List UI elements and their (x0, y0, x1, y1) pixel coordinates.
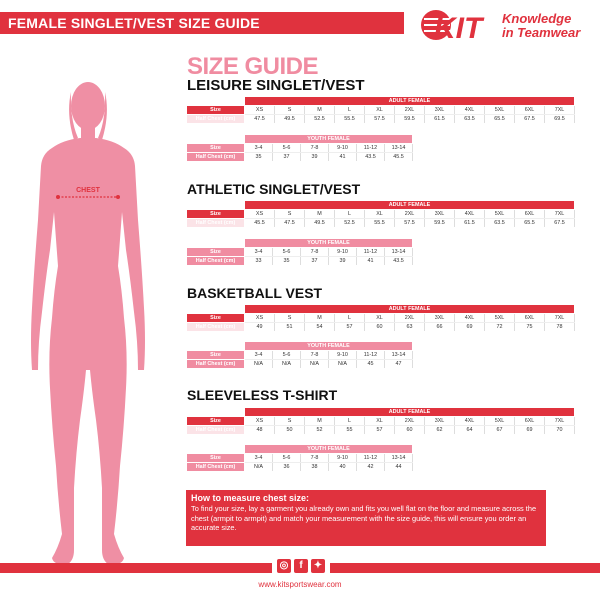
half-chest-cell: N/A (273, 360, 301, 369)
half-chest-cell: 63.5 (455, 115, 485, 124)
size-cell: L (335, 210, 365, 219)
half-chest-cell: N/A (329, 360, 357, 369)
adult-group-label: ADULT FEMALE (245, 201, 575, 210)
kit-logo (420, 8, 592, 46)
half-chest-cell: 72 (485, 323, 515, 332)
section-title: LEISURE SINGLET/VEST (187, 77, 365, 94)
size-cell: XS (245, 106, 275, 115)
size-row-label: Size (187, 106, 245, 115)
half-chest-row (187, 219, 575, 228)
adult-size-table (186, 96, 575, 124)
half-chest-cell: 39 (329, 257, 357, 266)
size-row-label: Size (187, 417, 245, 426)
size-row (187, 106, 575, 115)
size-cell: 11-12 (357, 351, 385, 360)
half-chest-row-label: Half Chest (cm) (187, 463, 245, 472)
youth-group-label: YOUTH FEMALE (245, 135, 413, 144)
size-cell: 2XL (395, 210, 425, 219)
measure-heading: How to measure chest size: (191, 493, 310, 503)
header-spacer (187, 445, 245, 454)
size-cell: 7-8 (301, 248, 329, 257)
logo-mark-text: KIT (434, 12, 483, 44)
section-title: ATHLETIC SINGLET/VEST (187, 181, 361, 197)
size-cell: 9-10 (329, 351, 357, 360)
size-cell: 4XL (455, 417, 485, 426)
half-chest-cell: 61.5 (455, 219, 485, 228)
size-row-label: Size (187, 210, 245, 219)
chest-point-right (116, 195, 120, 199)
size-cell: 6XL (515, 210, 545, 219)
half-chest-row-label: Half Chest (cm) (187, 219, 245, 228)
size-cell: S (275, 417, 305, 426)
size-cell: M (305, 417, 335, 426)
size-cell: XS (245, 210, 275, 219)
half-chest-cell: 60 (395, 426, 425, 435)
half-chest-cell: 52.5 (305, 115, 335, 124)
size-cell: 3XL (425, 417, 455, 426)
half-chest-cell: 67.5 (545, 219, 575, 228)
header-spacer (187, 408, 245, 417)
half-chest-cell: 54 (305, 323, 335, 332)
half-chest-cell: 38 (301, 463, 329, 472)
half-chest-cell: 57 (365, 426, 395, 435)
header-spacer (187, 135, 245, 144)
adult-group-label: ADULT FEMALE (245, 305, 575, 314)
size-cell: 3-4 (245, 351, 273, 360)
instagram-icon[interactable]: ◎ (277, 559, 291, 573)
size-cell: 3XL (425, 210, 455, 219)
half-chest-row-label: Half Chest (cm) (187, 153, 245, 162)
size-cell: 6XL (515, 314, 545, 323)
half-chest-cell: 57.5 (365, 115, 395, 124)
size-cell: 6XL (515, 106, 545, 115)
half-chest-cell: 59.5 (395, 115, 425, 124)
half-chest-cell: 55 (335, 426, 365, 435)
measure-body: To find your size, lay a garment you already own and fits you well flat on the floor and measure across the chest (armpit to armpit) and match your measurement with the size guide, this will ensure you order an accurate size. (191, 504, 537, 533)
size-cell: 9-10 (329, 144, 357, 153)
size-cell: 7XL (545, 417, 575, 426)
half-chest-cell: 47.5 (275, 219, 305, 228)
half-chest-cell: 43.5 (385, 257, 413, 266)
size-cell: 7XL (545, 314, 575, 323)
half-chest-cell: 35 (273, 257, 301, 266)
header-spacer (187, 305, 245, 314)
half-chest-cell: 57 (335, 323, 365, 332)
half-chest-row (187, 115, 575, 124)
size-cell: L (335, 417, 365, 426)
half-chest-cell: 66 (425, 323, 455, 332)
half-chest-cell: 55.5 (365, 219, 395, 228)
size-row (187, 144, 413, 153)
youth-size-table (186, 134, 413, 162)
website-link[interactable]: www.kitsportswear.com (258, 580, 342, 589)
logo-tagline-2: in Teamwear (502, 25, 581, 40)
half-chest-cell: 33 (245, 257, 273, 266)
half-chest-cell: 67.5 (515, 115, 545, 124)
size-cell: 3XL (425, 106, 455, 115)
half-chest-row-label: Half Chest (cm) (187, 426, 245, 435)
half-chest-cell: 55.5 (335, 115, 365, 124)
size-cell: 5XL (485, 106, 515, 115)
size-cell: 6XL (515, 417, 545, 426)
half-chest-row-label: Half Chest (cm) (187, 115, 245, 124)
half-chest-cell: 44 (385, 463, 413, 472)
section-title: SLEEVELESS T-SHIRT (187, 387, 338, 403)
size-cell: L (335, 106, 365, 115)
size-row (187, 210, 575, 219)
size-row-label: Size (187, 454, 245, 463)
size-cell: 4XL (455, 314, 485, 323)
half-chest-row (187, 360, 413, 369)
size-row-label: Size (187, 248, 245, 257)
size-cell: 7XL (545, 106, 575, 115)
size-cell: 4XL (455, 210, 485, 219)
size-cell: L (335, 314, 365, 323)
half-chest-cell: 45.5 (245, 219, 275, 228)
size-cell: 3-4 (245, 454, 273, 463)
header-bar (0, 12, 404, 34)
logo-tagline (502, 12, 580, 40)
size-cell: 13-14 (385, 248, 413, 257)
size-cell: 7-8 (301, 351, 329, 360)
half-chest-cell: 45 (357, 360, 385, 369)
chest-label: CHEST (76, 187, 100, 194)
page-title: FEMALE SINGLET/VEST SIZE GUIDE (8, 15, 260, 31)
size-cell: 5-6 (273, 351, 301, 360)
size-cell: 5XL (485, 417, 515, 426)
half-chest-cell: 51 (275, 323, 305, 332)
half-chest-cell: 63.5 (485, 219, 515, 228)
half-chest-cell: 67 (485, 426, 515, 435)
size-cell: 3XL (425, 314, 455, 323)
half-chest-cell: 70 (545, 426, 575, 435)
size-row (187, 248, 413, 257)
half-chest-cell: 41 (329, 153, 357, 162)
half-chest-row (187, 257, 413, 266)
half-chest-row (187, 463, 413, 472)
size-cell: XS (245, 314, 275, 323)
half-chest-cell: 60 (365, 323, 395, 332)
half-chest-cell: 65.5 (485, 115, 515, 124)
half-chest-cell: 61.5 (425, 115, 455, 124)
section-title: BASKETBALL VEST (187, 285, 323, 301)
half-chest-cell: 39 (301, 153, 329, 162)
size-cell: 7-8 (301, 144, 329, 153)
size-cell: 7XL (545, 210, 575, 219)
logo-tagline-1: Knowledge (502, 11, 572, 26)
half-chest-cell: 37 (273, 153, 301, 162)
size-row-label: Size (187, 144, 245, 153)
youth-group-label: YOUTH FEMALE (245, 445, 413, 454)
adult-size-table (186, 304, 575, 332)
size-cell: S (275, 210, 305, 219)
size-cell: 9-10 (329, 248, 357, 257)
facebook-icon[interactable]: f (294, 559, 308, 573)
youth-size-table (186, 238, 413, 266)
half-chest-cell: 69 (515, 426, 545, 435)
half-chest-row-label: Half Chest (cm) (187, 323, 245, 332)
header-spacer (187, 97, 245, 106)
half-chest-row (187, 426, 575, 435)
size-cell: 13-14 (385, 351, 413, 360)
half-chest-cell: 40 (329, 463, 357, 472)
size-cell: 5XL (485, 210, 515, 219)
size-row-label: Size (187, 314, 245, 323)
size-cell: 7-8 (301, 454, 329, 463)
header-spacer (187, 201, 245, 210)
half-chest-cell: 43.5 (357, 153, 385, 162)
half-chest-cell: 36 (273, 463, 301, 472)
half-chest-cell: 42 (357, 463, 385, 472)
size-cell: 3-4 (245, 144, 273, 153)
size-cell: 5-6 (273, 144, 301, 153)
half-chest-cell: 65.5 (515, 219, 545, 228)
half-chest-cell: 69 (455, 323, 485, 332)
half-chest-cell: 47.5 (245, 115, 275, 124)
half-chest-cell: 52 (305, 426, 335, 435)
size-row (187, 454, 413, 463)
half-chest-cell: 48 (245, 426, 275, 435)
twitter-icon[interactable]: ✦ (311, 559, 325, 573)
size-cell: XL (365, 106, 395, 115)
kit-logo-mark-icon (420, 8, 500, 44)
size-cell: 4XL (455, 106, 485, 115)
size-cell: S (275, 106, 305, 115)
header-spacer (187, 342, 245, 351)
size-row (187, 351, 413, 360)
half-chest-cell: 50 (275, 426, 305, 435)
size-cell: 2XL (395, 417, 425, 426)
size-row (187, 314, 575, 323)
size-cell: 5XL (485, 314, 515, 323)
size-cell: M (305, 210, 335, 219)
size-cell: 13-14 (385, 454, 413, 463)
size-cell: 11-12 (357, 144, 385, 153)
half-chest-cell: 41 (357, 257, 385, 266)
size-cell: M (305, 106, 335, 115)
size-row-label: Size (187, 351, 245, 360)
half-chest-cell: 62 (425, 426, 455, 435)
social-links (272, 558, 330, 574)
header-spacer (187, 239, 245, 248)
size-cell: XL (365, 417, 395, 426)
size-cell: XL (365, 314, 395, 323)
half-chest-cell: 64 (455, 426, 485, 435)
measure-instructions (186, 490, 546, 546)
size-cell: 2XL (395, 106, 425, 115)
size-cell: 9-10 (329, 454, 357, 463)
chest-point-left (56, 195, 60, 199)
half-chest-cell: 49 (245, 323, 275, 332)
half-chest-cell: 78 (545, 323, 575, 332)
size-cell: 2XL (395, 314, 425, 323)
adult-group-label: ADULT FEMALE (245, 408, 575, 417)
half-chest-cell: 45.5 (385, 153, 413, 162)
half-chest-cell: N/A (245, 360, 273, 369)
youth-group-label: YOUTH FEMALE (245, 342, 413, 351)
half-chest-cell: 69.5 (545, 115, 575, 124)
half-chest-cell: 75 (515, 323, 545, 332)
youth-size-table (186, 444, 413, 472)
size-cell: 3-4 (245, 248, 273, 257)
half-chest-cell: 35 (245, 153, 273, 162)
adult-size-table (186, 200, 575, 228)
adult-group-label: ADULT FEMALE (245, 97, 575, 106)
half-chest-cell: 52.5 (335, 219, 365, 228)
size-cell: 11-12 (357, 454, 385, 463)
half-chest-cell: 59.5 (425, 219, 455, 228)
size-cell: XS (245, 417, 275, 426)
size-cell: 5-6 (273, 454, 301, 463)
youth-size-table (186, 341, 413, 369)
size-guide-title: SIZE GUIDE (187, 53, 319, 80)
size-cell: XL (365, 210, 395, 219)
size-cell: 11-12 (357, 248, 385, 257)
size-cell: S (275, 314, 305, 323)
half-chest-cell: 57.5 (395, 219, 425, 228)
half-chest-row-label: Half Chest (cm) (187, 360, 245, 369)
size-row (187, 417, 575, 426)
half-chest-row (187, 153, 413, 162)
adult-size-table (186, 407, 575, 435)
size-cell: 13-14 (385, 144, 413, 153)
size-cell: 5-6 (273, 248, 301, 257)
half-chest-cell: 37 (301, 257, 329, 266)
half-chest-cell: 49.5 (275, 115, 305, 124)
size-cell: M (305, 314, 335, 323)
half-chest-cell: 63 (395, 323, 425, 332)
half-chest-row-label: Half Chest (cm) (187, 257, 245, 266)
half-chest-cell: 49.5 (305, 219, 335, 228)
half-chest-row (187, 323, 575, 332)
half-chest-cell: N/A (301, 360, 329, 369)
half-chest-cell: 47 (385, 360, 413, 369)
youth-group-label: YOUTH FEMALE (245, 239, 413, 248)
female-silhouette (8, 80, 168, 580)
half-chest-cell: N/A (245, 463, 273, 472)
